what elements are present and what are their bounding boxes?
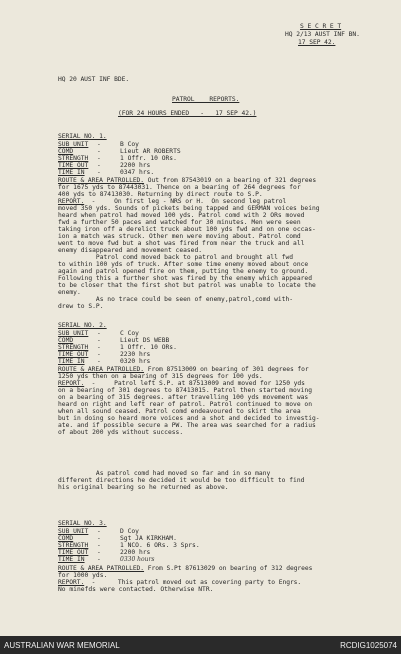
- serial-heading: SERIAL NO. 1.: [58, 133, 107, 140]
- field-label: SUB UNIT: [58, 141, 89, 148]
- route-continuation: for 1675 yds to 87443031. Thence on a bearing of 264 degrees for 400 yds to 87413030. Returning by direct route to S.P.: [58, 184, 301, 198]
- report-line: [58, 579, 301, 586]
- addressee: HQ 20 AUST INF BDE.: [58, 76, 130, 83]
- field-value: Lieut AR ROBERTS: [120, 148, 181, 155]
- report-closing: As patrol comd had moved so far and in so many different directions he decided it would be too difficult to find his original bearing so he returned as above.: [58, 470, 305, 491]
- serial-heading: SERIAL NO. 3.: [58, 520, 107, 527]
- field-dash: -: [97, 148, 101, 155]
- field-label: TIME IN: [58, 556, 85, 563]
- field-value: Sgt JA KIRKHAM.: [120, 535, 177, 542]
- field-value: 2200 hrs: [120, 162, 151, 169]
- report-text: - This patrol moved out as covering party to Engrs.: [84, 579, 302, 586]
- route-continuation: 1250 yds then on a bearing of 315 degrees for 100 yds.: [58, 373, 263, 380]
- field-label: TIME IN: [58, 358, 85, 365]
- report-body: No minefds were contacted. Otherwise NTR.: [58, 586, 214, 593]
- field-dash: -: [97, 549, 101, 556]
- field-value: 1 Offr. 10 ORs.: [120, 344, 177, 351]
- field-label: COMD: [58, 337, 74, 344]
- field-value: 1 Offr. 10 ORs.: [120, 155, 177, 162]
- report-label: REPORT.: [58, 198, 85, 205]
- field-label: TIME OUT: [58, 162, 89, 169]
- field-dash: -: [97, 155, 101, 162]
- route-label: ROUTE & AREA PATROLLED.: [58, 565, 145, 572]
- report-text: - Patrol left S.P. at 87513009 and moved for 1250 yds: [84, 380, 305, 387]
- field-value: Lieut DS WEBB: [120, 337, 170, 344]
- field-dash: -: [97, 162, 101, 169]
- route-text: From S.Pt 87613029 on bearing of 312 degrees: [144, 565, 313, 572]
- field-dash: -: [97, 542, 101, 549]
- field-dash: -: [97, 358, 101, 365]
- route-label: ROUTE & AREA PATROLLED.: [58, 177, 145, 184]
- report-label: REPORT.: [58, 380, 85, 387]
- field-dash: -: [97, 351, 101, 358]
- route-text: From 87513009 on bearing of 301 degrees for: [144, 366, 309, 373]
- serial-heading: SERIAL NO. 2.: [58, 322, 107, 329]
- field-value: 2230 hrs: [120, 351, 151, 358]
- field-dash: -: [97, 141, 101, 148]
- archive-name: AUSTRALIAN WAR MEMORIAL: [4, 641, 120, 650]
- report-body: on a bearing of 301 degrees to 87413015. Patrol then started moving on a bearing of 315 degrees. after travelling 100 yds movement was heard on right and left rear of patrol. Patrol continued to move on when all sound ceased. Patrol comd endeavoured to skirt the area but in doing so heard more voices and a shot and decided to investig- ate. and if possible secure a PW. The area was searched for a radius of about 200 yds without success.: [58, 387, 320, 436]
- report-label: REPORT.: [58, 579, 85, 586]
- field-label: COMD: [58, 148, 74, 155]
- secret-marking: S E C R E T: [300, 23, 342, 30]
- archive-footer-bar: [0, 636, 401, 654]
- field-value: B Coy: [120, 141, 139, 148]
- field-dash: -: [97, 330, 101, 337]
- field-label: STRENGTH: [58, 344, 89, 351]
- field-label: SUB UNIT: [58, 528, 89, 535]
- field-label: TIME OUT: [58, 351, 89, 358]
- field-label: SUB UNIT: [58, 330, 89, 337]
- field-dash: -: [97, 169, 101, 176]
- route-line: [58, 366, 309, 373]
- report-line: [58, 380, 305, 387]
- field-value: D Coy: [120, 528, 139, 535]
- route-continuation: for 1000 yds.: [58, 572, 108, 579]
- route-label: ROUTE & AREA PATROLLED.: [58, 366, 145, 373]
- field-value: 0347 hrs.: [120, 169, 155, 176]
- date-heading: 17 SEP 42.: [298, 39, 336, 46]
- archive-id: RCDIG1025074: [340, 641, 397, 650]
- route-line: [58, 177, 316, 184]
- report-line: [58, 198, 286, 205]
- report-subtitle: (FOR 24 HOURS ENDED - 17 SEP 42.): [118, 110, 257, 117]
- field-label: COMD: [58, 535, 74, 542]
- field-label: STRENGTH: [58, 542, 89, 549]
- report-title: PATROL REPORTS.: [172, 96, 240, 103]
- field-dash: -: [97, 337, 101, 344]
- route-text: Out from 87543019 on a bearing of 321 degrees: [144, 177, 317, 184]
- route-line: [58, 565, 312, 572]
- field-label: TIME OUT: [58, 549, 89, 556]
- report-body: moved 350 yds. Sounds of pickets being tapped and GERMAN voices being heard when patrol had moved 100 yds. Patrol comd with 2 ORs moved fwd a further 50 paces and watched for 30 minutes. Men were seen taking iron off a derelict truck about 100 yds fwd and on one occas- ion a match was struck. Other men were moving about. Patrol comd went to move fwd but a shot was fired from near the truck and all enemy disappeared and movement ceased. Patrol comd moved back to patrol and brought all fwd to within 100 yds of truck. After some time enemy moved about once again and patrol opened fire on them, putting the enemy to ground. Following this a further shot was fired by the enemy which appeared to be closer that the first shot but patrol was unable to locate the enemy.: [58, 205, 320, 296]
- field-dash: -: [97, 535, 101, 542]
- field-value: 1 NCO. 6 ORs. 3 Sprs.: [120, 542, 200, 549]
- report-text: - On first leg - NRS or H. On second leg patrol: [84, 198, 287, 205]
- field-value: 0320 hrs: [120, 358, 151, 365]
- field-label: TIME IN: [58, 169, 85, 176]
- field-dash: -: [97, 556, 101, 563]
- field-dash: -: [97, 344, 101, 351]
- field-label: STRENGTH: [58, 155, 89, 162]
- field-dash: -: [97, 528, 101, 535]
- field-value: C Coy: [120, 330, 139, 337]
- field-value: 2200 hrs: [120, 549, 151, 556]
- handwritten-time-in: 0330 hours: [120, 556, 155, 563]
- unit-heading: HQ 2/13 AUST INF BN.: [285, 31, 360, 38]
- report-closing: As no trace could be seen of enemy,patrol,comd with- drew to S.P.: [58, 296, 294, 310]
